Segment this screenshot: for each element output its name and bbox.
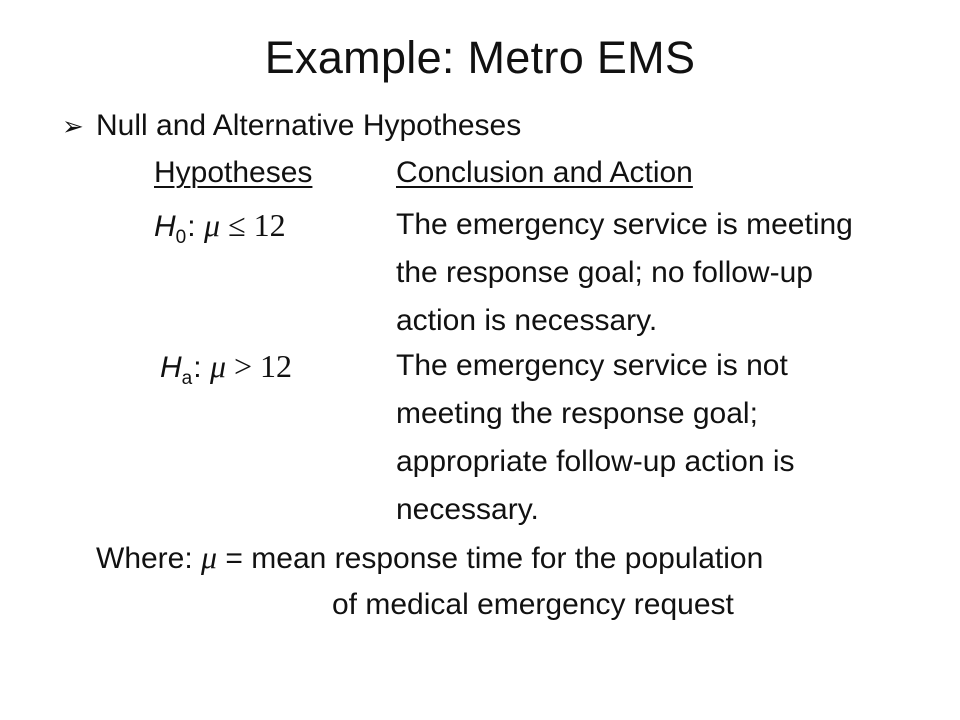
null-conclusion-line-3: action is necessary. xyxy=(396,304,658,337)
mu-symbol: μ xyxy=(203,207,220,243)
mu-symbol: μ xyxy=(201,539,218,575)
alternative-conclusion-line-4: necessary. xyxy=(396,493,539,526)
null-hypothesis-operator: ≤ xyxy=(220,207,254,243)
bullet-text: Null and Alternative Hypotheses xyxy=(96,109,522,142)
null-hypothesis-colon: : xyxy=(187,210,196,243)
where-text: = mean response time for the population xyxy=(217,542,764,575)
where-definition xyxy=(96,537,763,579)
alternative-hypothesis xyxy=(160,346,292,392)
alternative-conclusion-line-2: meeting the response goal; xyxy=(396,397,758,430)
null-hypothesis xyxy=(154,205,286,251)
alternative-conclusion-line-3: appropriate follow-up action is xyxy=(396,445,795,478)
null-hypothesis-expression xyxy=(204,207,286,243)
arrow-bullet-icon: ➢ xyxy=(62,111,84,141)
where-prefix: Where: xyxy=(96,542,202,575)
alternative-hypothesis-colon: : xyxy=(193,351,202,384)
null-hypothesis-subscript: 0 xyxy=(175,227,187,248)
null-conclusion-line-1: The emergency service is meeting xyxy=(396,208,853,241)
alternative-hypothesis-subscript: a xyxy=(181,368,193,389)
null-conclusion-line-2: the response goal; no follow-up xyxy=(396,256,813,289)
where-continuation: of medical emergency request xyxy=(332,588,734,621)
null-hypothesis-value: 12 xyxy=(253,207,286,243)
slide-title: Example: Metro EMS xyxy=(264,32,696,83)
alternative-hypothesis-operator: > xyxy=(226,348,261,384)
hypotheses-header: Hypotheses xyxy=(154,156,313,189)
conclusion-header: Conclusion and Action xyxy=(396,156,693,189)
alternative-hypothesis-symbol: H xyxy=(160,351,182,384)
null-hypothesis-symbol: H xyxy=(154,210,176,243)
alternative-hypothesis-value: 12 xyxy=(260,348,293,384)
alternative-hypothesis-expression xyxy=(210,348,292,384)
mu-symbol: μ xyxy=(209,348,226,384)
alternative-conclusion-line-1: The emergency service is not xyxy=(396,349,788,382)
